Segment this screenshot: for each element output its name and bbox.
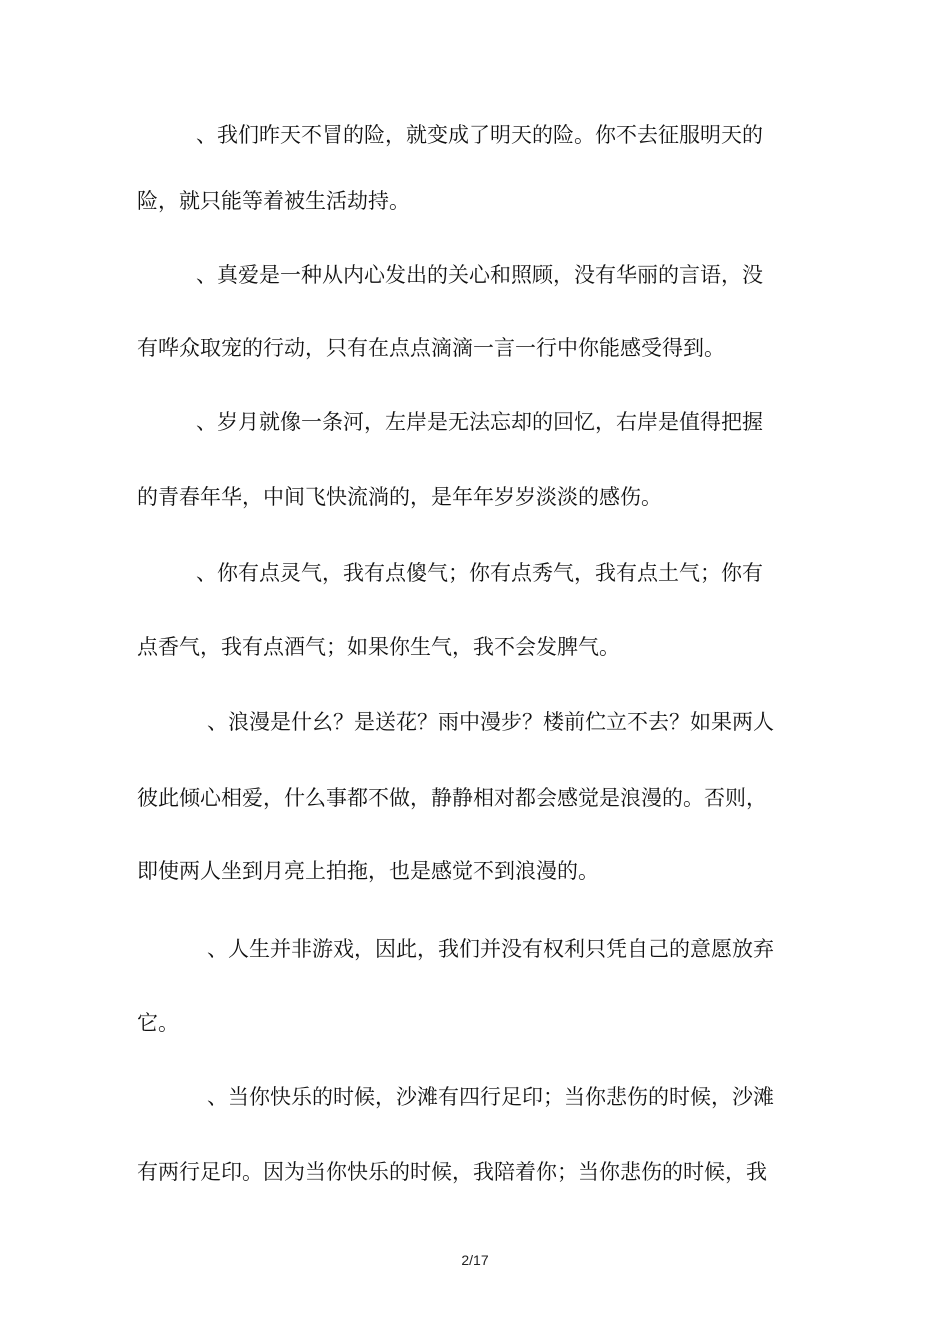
text-line: 、岁月就像一条河，左岸是无法忘却的回忆，右岸是值得把握 <box>196 410 763 434</box>
text-line: 、浪漫是什幺？是送花？雨中漫步？楼前伫立不去？如果两人 <box>207 710 774 734</box>
page-number: 2/17 <box>461 1252 489 1268</box>
text-line: 彼此倾心相爱，什么事都不做，静静相对都会感觉是浪漫的。否则， <box>137 786 767 810</box>
text-line: 险，就只能等着被生活劫持。 <box>137 189 410 213</box>
text-line: 它。 <box>137 1011 179 1035</box>
text-line: 有哗众取宠的行动，只有在点点滴滴一言一行中你能感受得到。 <box>137 336 725 360</box>
text-line: 、你有点灵气，我有点傻气；你有点秀气，我有点土气；你有 <box>196 561 763 585</box>
text-line: 、我们昨天不冒的险，就变成了明天的险。你不去征服明天的 <box>196 123 763 147</box>
text-line: 点香气，我有点酒气；如果你生气，我不会发脾气。 <box>137 635 620 659</box>
text-line: 、当你快乐的时候，沙滩有四行足印；当你悲伤的时候，沙滩 <box>207 1085 774 1109</box>
text-line: 、人生并非游戏，因此，我们并没有权利只凭自己的意愿放弃 <box>207 937 774 961</box>
text-line: 、真爱是一种从内心发出的关心和照顾，没有华丽的言语，没 <box>196 263 763 287</box>
text-line: 即使两人坐到月亮上拍拖，也是感觉不到浪漫的。 <box>137 859 599 883</box>
text-line: 的青春年华，中间飞快流淌的，是年年岁岁淡淡的感伤。 <box>137 485 662 509</box>
text-line: 有两行足印。因为当你快乐的时候，我陪着你；当你悲伤的时候，我 <box>137 1160 767 1184</box>
